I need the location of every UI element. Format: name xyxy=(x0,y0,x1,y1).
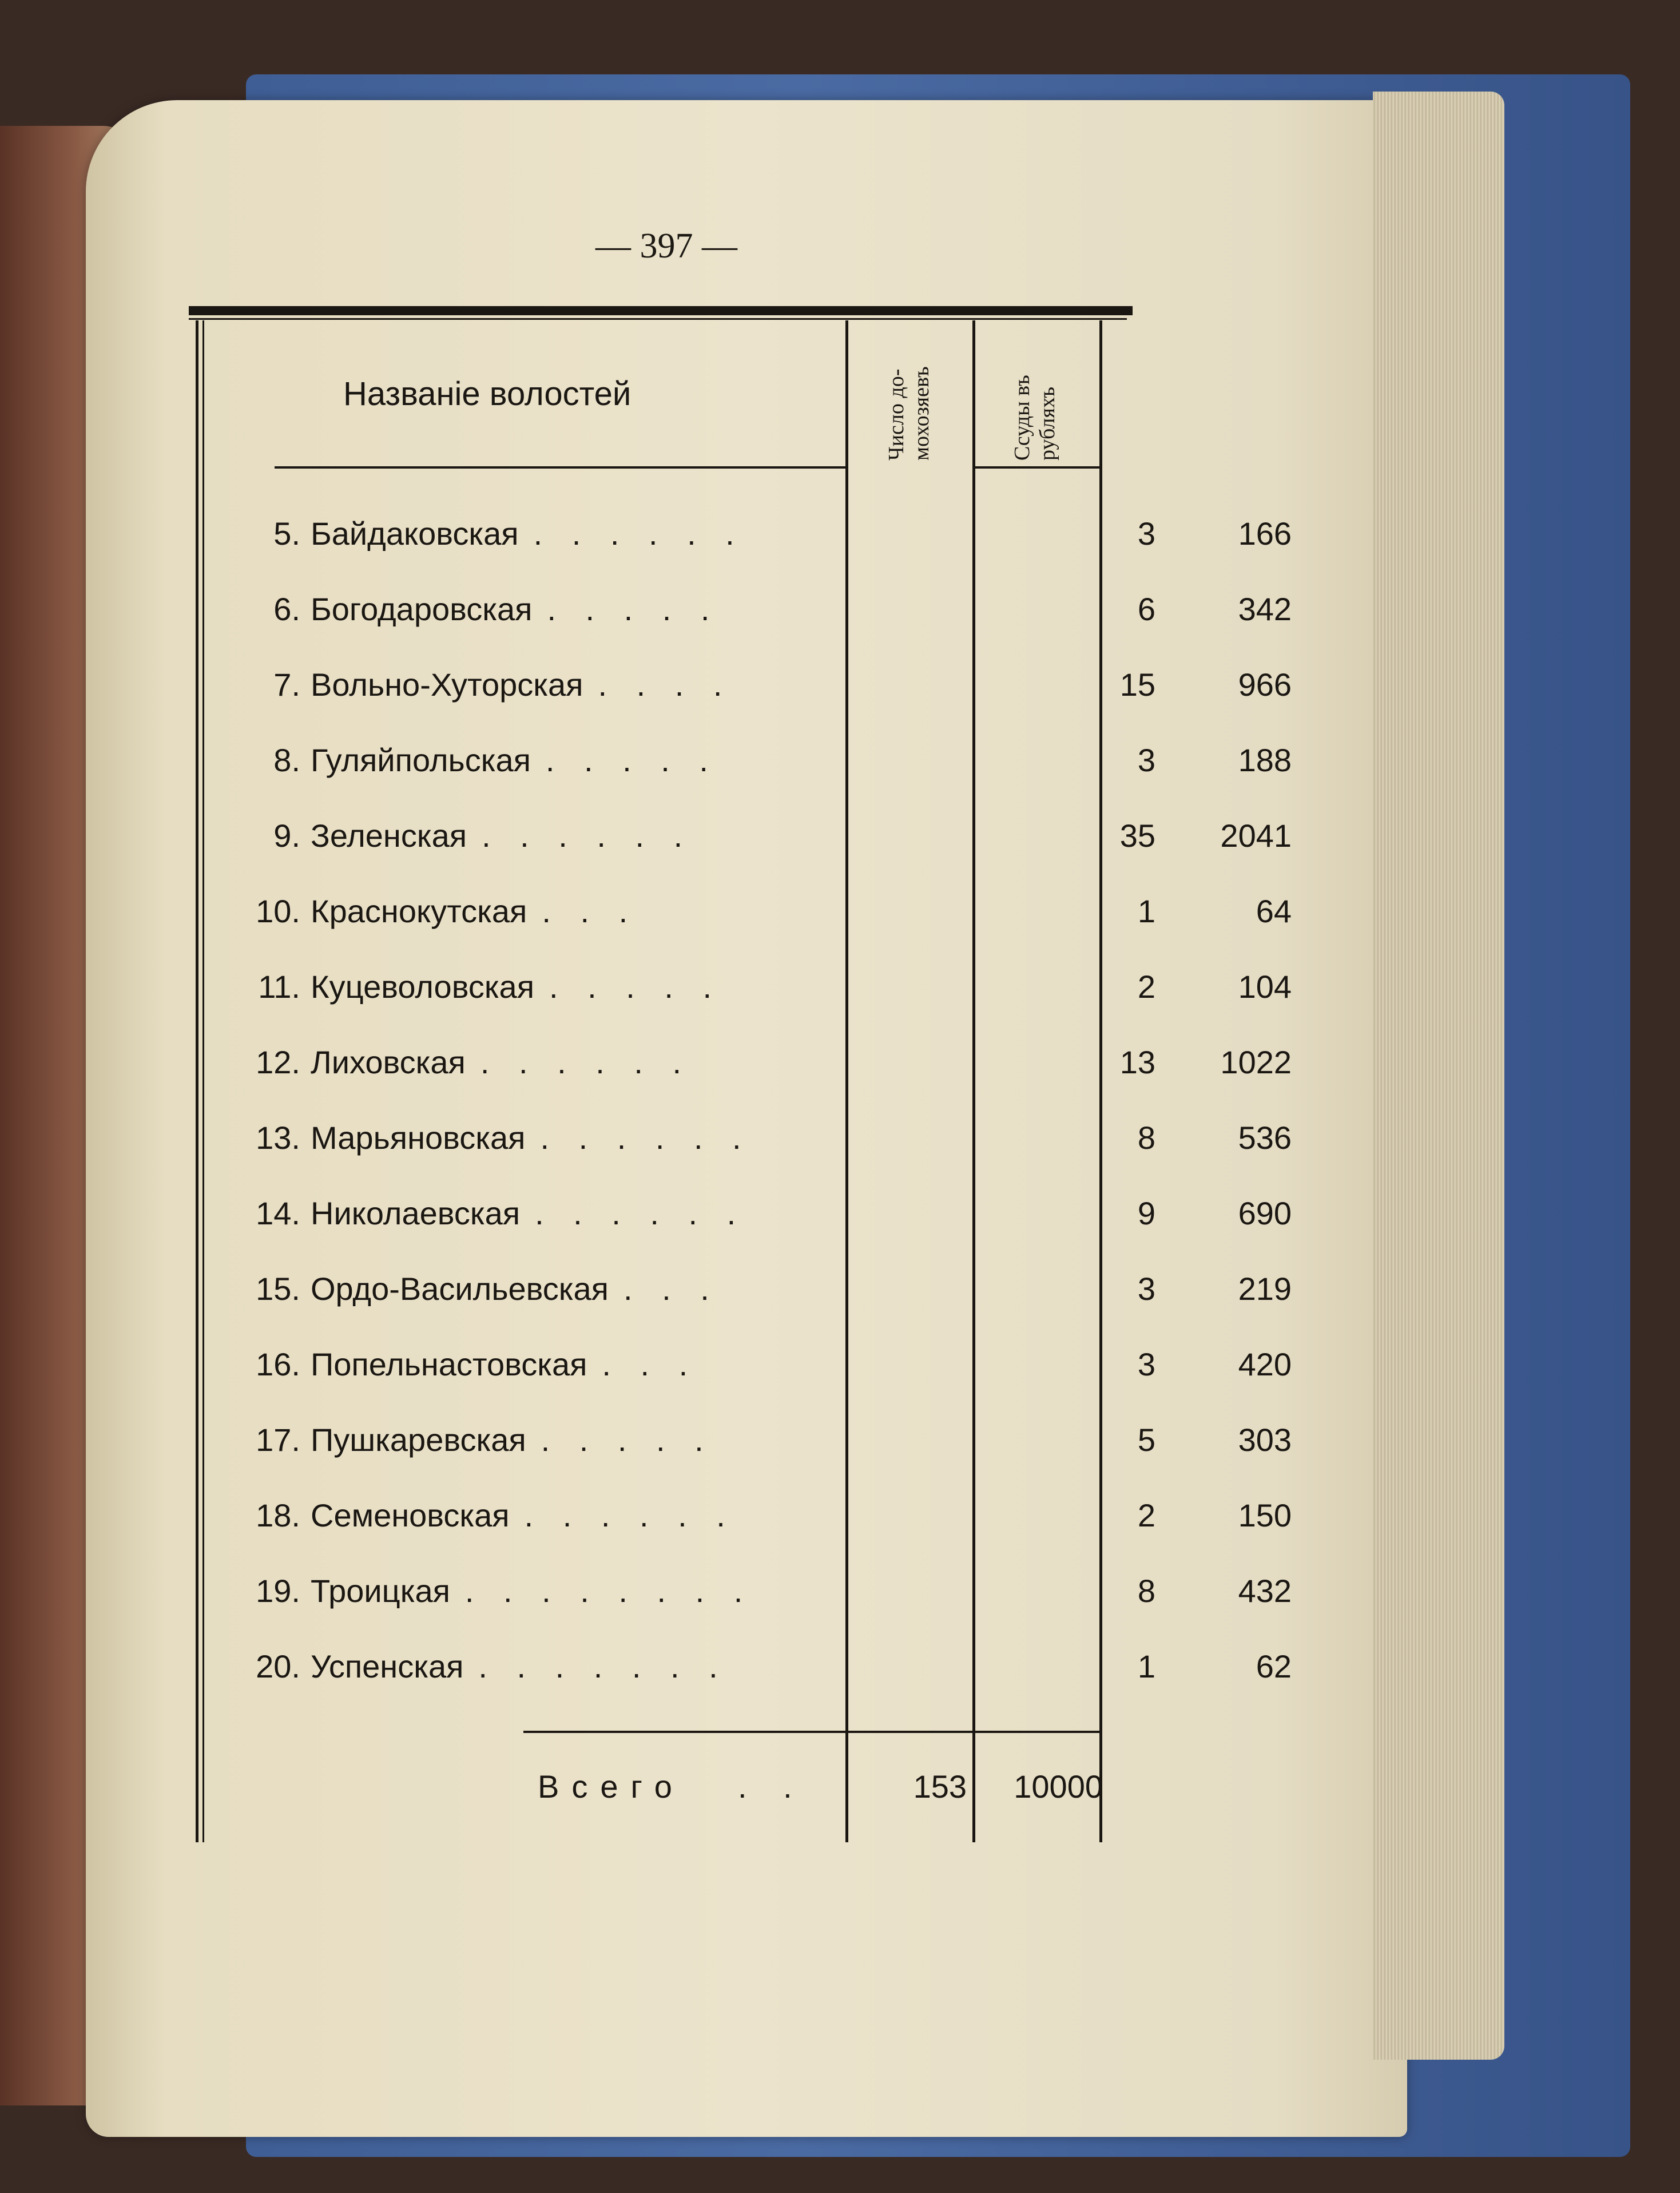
row-number: 9. xyxy=(273,818,300,854)
table-top-rule-thin xyxy=(189,318,1127,320)
region-name: Ордо-Васильевская xyxy=(311,1271,609,1307)
table-top-rule xyxy=(189,306,1133,315)
leader-dots: . . . . . . xyxy=(524,1497,736,1533)
household-count: 1 xyxy=(1137,1648,1155,1684)
table-row xyxy=(189,964,1292,1010)
region-name: Краснокутская xyxy=(311,893,527,929)
header-region-name: Названіе волостей xyxy=(343,375,632,413)
leader-dots: . . . xyxy=(623,1271,720,1307)
table-row xyxy=(189,813,1292,859)
region-name: Семеновская xyxy=(311,1497,510,1533)
header-separator xyxy=(275,466,847,469)
row-number: 16. xyxy=(256,1346,300,1382)
loan-amount: 166 xyxy=(1238,515,1292,552)
row-number: 11. xyxy=(258,969,300,1005)
loan-amount: 1022 xyxy=(1220,1044,1292,1080)
loan-amount: 219 xyxy=(1238,1271,1292,1307)
region-name: Попельнастовская xyxy=(311,1346,587,1382)
header-count xyxy=(884,366,934,461)
region-name: Байдаковская xyxy=(311,515,519,552)
leader-dots: . . . . xyxy=(598,667,733,703)
leader-dots: . . . . . . xyxy=(533,515,745,552)
household-count: 13 xyxy=(1119,1044,1155,1080)
region-name: Лиховская xyxy=(311,1044,466,1080)
leader-dots: . . . . . xyxy=(547,591,720,627)
region-name: Богодаровская xyxy=(311,591,533,627)
leader-dots: . . . . . . xyxy=(480,1044,692,1080)
header-amount xyxy=(1010,375,1060,461)
header-count-line1: Число до- xyxy=(884,368,908,461)
header-amount-line1: Ссуды въ xyxy=(1010,375,1034,461)
household-count: 2 xyxy=(1137,969,1155,1005)
region-name: Успенская xyxy=(311,1648,464,1684)
leader-dots: . . . . . xyxy=(541,1422,714,1458)
page-number: — 397 — xyxy=(595,227,737,265)
table-row xyxy=(189,1568,1292,1614)
row-number: 12. xyxy=(256,1044,300,1080)
region-name: Троицкая xyxy=(311,1573,450,1609)
row-number: 14. xyxy=(256,1195,300,1231)
leader-dots: . . . xyxy=(602,1346,698,1382)
household-count: 2 xyxy=(1137,1497,1155,1533)
household-count: 15 xyxy=(1119,667,1155,703)
total-amount: 10000 xyxy=(1014,1768,1103,1805)
loan-amount: 62 xyxy=(1256,1648,1292,1684)
row-number: 15. xyxy=(256,1271,300,1307)
region-name: Николаевская xyxy=(311,1195,521,1231)
household-count: 3 xyxy=(1137,742,1155,778)
total-count: 153 xyxy=(913,1768,967,1805)
region-name: Куцеволовская xyxy=(311,969,535,1005)
loan-amount: 150 xyxy=(1238,1497,1292,1533)
row-number: 7. xyxy=(273,667,300,703)
table-row xyxy=(189,1040,1292,1085)
leader-dots: . . . . . . xyxy=(540,1120,752,1156)
leader-dots: . . . xyxy=(542,893,638,929)
row-number: 6. xyxy=(273,591,300,627)
table-row xyxy=(189,1342,1292,1387)
region-name: Вольно-Хуторская xyxy=(311,667,583,703)
total-leader-dots: . . xyxy=(738,1768,806,1805)
table-row xyxy=(189,737,1292,783)
region-name: Гуляйпольская xyxy=(311,742,531,778)
leader-dots: . . . . . xyxy=(549,969,722,1005)
loan-amount: 342 xyxy=(1238,591,1292,627)
household-count: 8 xyxy=(1137,1573,1155,1609)
table-row xyxy=(189,1115,1292,1161)
leader-dots: . . . . . . xyxy=(535,1195,746,1231)
row-number: 17. xyxy=(256,1422,300,1458)
table-row xyxy=(189,586,1292,632)
household-count: 35 xyxy=(1119,818,1155,854)
region-name: Пушкаревская xyxy=(311,1422,526,1458)
table-row xyxy=(189,511,1292,557)
leader-dots: . . . . . . . xyxy=(478,1648,728,1684)
table-row xyxy=(189,1191,1292,1236)
household-count: 3 xyxy=(1137,515,1155,552)
header-separator-amount xyxy=(972,466,1101,469)
total-separator xyxy=(523,1731,1101,1733)
loan-amount: 966 xyxy=(1238,667,1292,703)
row-number: 20. xyxy=(256,1648,300,1684)
loan-amount: 64 xyxy=(1256,893,1292,929)
row-number: 18. xyxy=(256,1497,300,1533)
page-stack-edge xyxy=(1373,92,1504,2060)
region-name: Марьяновская xyxy=(311,1120,526,1156)
row-number: 5. xyxy=(273,515,300,552)
loan-amount: 690 xyxy=(1238,1195,1292,1231)
household-count: 5 xyxy=(1137,1422,1155,1458)
header-amount-line2: рубляхъ xyxy=(1035,386,1059,461)
loan-amount: 420 xyxy=(1238,1346,1292,1382)
loan-amount: 104 xyxy=(1238,969,1292,1005)
leader-dots: . . . . . xyxy=(545,742,718,778)
row-number: 19. xyxy=(256,1573,300,1609)
table-row xyxy=(189,1417,1292,1463)
row-number: 8. xyxy=(273,742,300,778)
leader-dots: . . . . . . xyxy=(482,818,693,854)
household-count: 3 xyxy=(1137,1271,1155,1307)
table-row xyxy=(189,662,1292,708)
header-count-line2: мохозяевъ xyxy=(909,366,934,461)
row-number: 10. xyxy=(256,893,300,929)
household-count: 9 xyxy=(1137,1195,1155,1231)
loan-amount: 432 xyxy=(1238,1573,1292,1609)
row-number: 13. xyxy=(256,1120,300,1156)
table-row xyxy=(189,889,1292,934)
leader-dots: . . . . . . . . xyxy=(464,1573,753,1609)
household-count: 3 xyxy=(1137,1346,1155,1382)
loan-amount: 188 xyxy=(1238,742,1292,778)
loan-amount: 303 xyxy=(1238,1422,1292,1458)
region-name: Зеленская xyxy=(311,818,467,854)
household-count: 6 xyxy=(1137,591,1155,627)
loan-amount: 2041 xyxy=(1220,818,1292,854)
table-row xyxy=(189,1644,1292,1690)
household-count: 8 xyxy=(1137,1120,1155,1156)
table-row xyxy=(189,1493,1292,1538)
total-label: Всего xyxy=(538,1768,685,1805)
household-count: 1 xyxy=(1137,893,1155,929)
table-row xyxy=(189,1266,1292,1312)
loan-amount: 536 xyxy=(1238,1120,1292,1156)
